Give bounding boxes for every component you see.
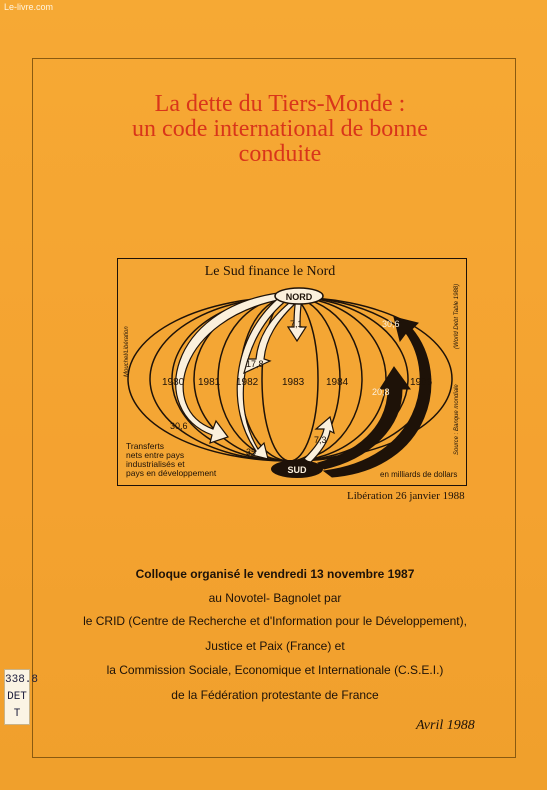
unit-label: en milliards de dollars (380, 470, 458, 479)
value-6: 20,8 (372, 387, 390, 397)
year-1986: 1986 (410, 377, 433, 388)
year-1983: 1983 (282, 377, 305, 388)
pole-north-label: NORD (285, 292, 313, 302)
body-line-3: le CRID (Centre de Recherche et d'Information pour le Développement), (83, 614, 467, 628)
value-4: 7,1 (290, 319, 303, 329)
title-line-1: La dette du Tiers-Monde : (154, 91, 406, 117)
title-line-2: un code international de bonne (132, 116, 428, 142)
pole-south-label: SUD (287, 465, 307, 475)
legend-line-4: pays en développement (126, 468, 217, 478)
body-line-2: au Novotel- Bagnolet par (208, 591, 342, 605)
legend-line-2: nets entre pays (126, 450, 185, 460)
figure-caption: Libération 26 janvier 1988 (347, 490, 465, 502)
debt-flow-diagram (118, 259, 466, 485)
watermark: Le-livre.com (4, 2, 54, 12)
year-1981: 1981 (198, 377, 221, 388)
library-call-number-label (4, 669, 39, 725)
cover-title (80, 92, 480, 167)
value-1: 30,6 (170, 421, 188, 431)
label-line-2: DET (7, 691, 27, 703)
credit-left: Mouchel/Libération (124, 326, 130, 377)
label-line-3: T (13, 708, 21, 720)
value-7: 30,6 (382, 319, 400, 329)
year-1980: 1980 (162, 377, 185, 388)
title-line-3: conduite (238, 141, 322, 167)
year-1984: 1984 (326, 377, 349, 388)
value-5: 7,3 (314, 435, 327, 445)
debt-flow-figure (117, 258, 467, 486)
body-line-5: la Commission Sociale, Economique et Internationale (C.S.E.I.) (106, 663, 444, 677)
figure-heading: Le Sud finance le Nord (204, 264, 336, 279)
year-1982: 1982 (236, 377, 259, 388)
label-line-1: 338.8 (5, 674, 39, 686)
body-line-1: Colloque organisé le vendredi 13 novembre 1987 (135, 567, 415, 581)
credit-right: (World Debt Table 1988) (454, 283, 460, 349)
body-line-4: Justice et Paix (France) et (205, 639, 345, 653)
value-2: 35 (246, 447, 257, 457)
value-3: 17,8 (246, 359, 264, 369)
publication-date: Avril 1988 (416, 718, 475, 733)
legend-line-3: industrialisés et (126, 459, 185, 469)
legend-line-1: Transferts (126, 441, 164, 451)
source-right: Source : Banque mondiale (454, 384, 460, 455)
body-line-6: de la Fédération protestante de France (171, 688, 379, 702)
